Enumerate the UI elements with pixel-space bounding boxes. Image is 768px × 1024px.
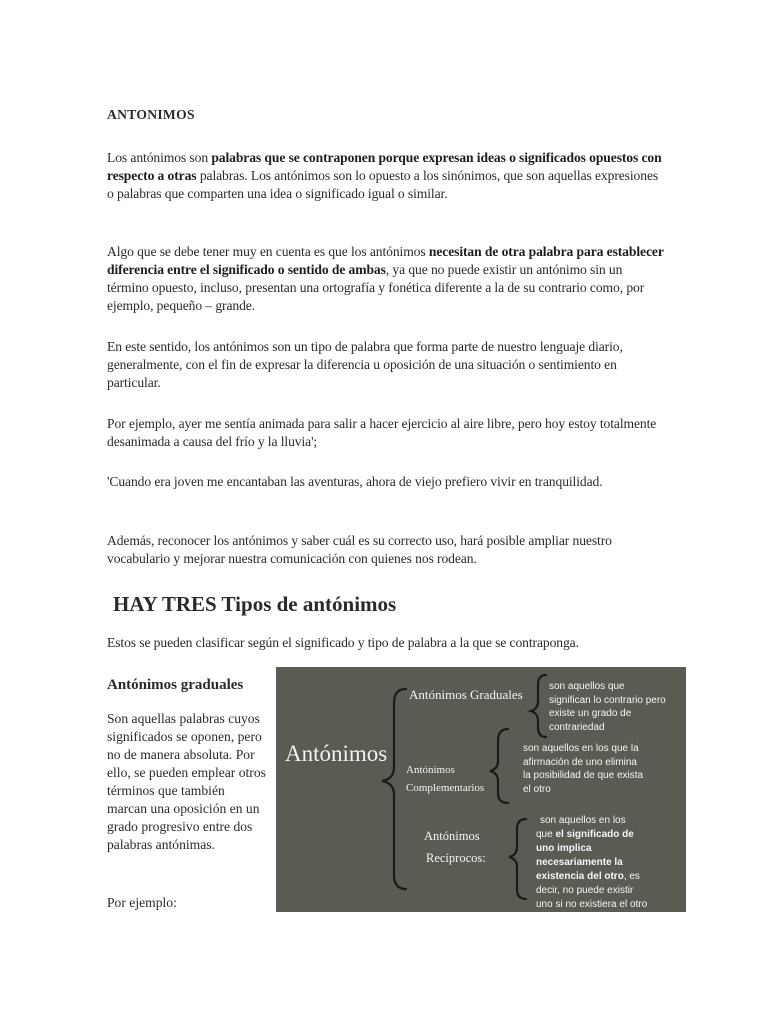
reciprocos-desc	[536, 814, 647, 912]
label-line: Antónimos	[406, 764, 455, 776]
complementarios-brace	[490, 729, 508, 803]
desc-line: decir, no puede existir	[536, 885, 634, 896]
paragraph-definition	[107, 149, 667, 203]
section-intro: Estos se pueden clasificar según el significado y tipo de palabra a la que se contraponga.	[107, 635, 579, 650]
desc-line	[536, 870, 647, 884]
graduales-desc	[549, 680, 666, 734]
reciprocos-brace	[509, 819, 526, 899]
graduales-brace	[531, 675, 546, 737]
label-line: Complementarios	[406, 782, 485, 794]
desc-text: que	[536, 829, 556, 840]
paragraph-bold-text: necesitan de otra palabra para establecer diferencia entre el significado o sentido de ambas	[107, 244, 664, 277]
desc-line: necesariamente la	[536, 857, 623, 868]
desc-line: son aquellos en los	[540, 815, 626, 826]
subheading-graduales: Antónimos graduales	[107, 677, 244, 693]
complementarios-desc	[523, 742, 643, 796]
paragraph-text: Los antónimos son	[107, 150, 212, 165]
desc-line: son aquellos que	[549, 681, 625, 692]
desc-line: existe un grado de	[549, 708, 632, 719]
paragraph-sense: En este sentido, los antónimos son un tipo de palabra que forma parte de nuestro lenguaje diario, generalmente, con el fin de expresar la diferencia u oposición de una situación o sentimiento en particular.	[107, 339, 623, 390]
paragraph-difference	[107, 243, 667, 315]
desc-line: son aquellos en los que la	[523, 743, 639, 754]
paragraph-bold-text: palabras que se contraponen porque expresan ideas o significados opuestos con respecto a otras	[107, 150, 662, 183]
desc-bold-text: existencia del otro	[536, 871, 624, 882]
paragraph-example: Por ejemplo, ayer me sentía animada para salir a hacer ejercicio al aire libre, pero hoy estoy totalmente desanimada a causa del frío y la lluvia';	[107, 416, 657, 449]
paragraph-conclusion: Además, reconocer los antónimos y saber cuál es su correcto uso, hará posible ampliar nuestro vocabulario y mejorar nuestra comunicación con quienes nos rodean.	[107, 533, 612, 566]
antonyms-diagram	[276, 667, 686, 912]
paragraph-text: , ya que no puede existir un antónimo sin un término opuesto, incluso, presentan una ortografía y fonética diferente a la de su contrario como, por ejemplo, pequeño – grande.	[107, 262, 645, 313]
desc-line: afirmación de uno elimina	[523, 756, 637, 768]
desc-line: contrariedad	[549, 721, 605, 733]
desc-line	[536, 828, 647, 842]
desc-line: el otro	[523, 783, 551, 795]
document-title: ANTONIMOS	[107, 107, 195, 122]
complementarios-label	[406, 761, 484, 797]
desc-line: la posibilidad de que exista	[523, 770, 644, 781]
label-line: Recíprocos:	[426, 851, 486, 865]
desc-bold-text: el significado de	[555, 829, 634, 840]
desc-text: , es	[623, 871, 640, 882]
section-heading: HAY TRES Tipos de antónimos	[113, 592, 397, 616]
desc-line: uno si no existiera el otro	[536, 899, 648, 910]
graduales-description: Son aquellas palabras cuyos significados se oponen, pero no de manera absoluta. Por ello, se pueden emplear otros términos que también marcan una oposición en un grado progresivo entre dos palabras antónimas.	[107, 711, 266, 852]
main-brace	[382, 689, 406, 889]
graduales-label: Antónimos Graduales	[409, 687, 523, 702]
reciprocos-label	[424, 825, 486, 869]
diagram-root-label: Antónimos	[285, 741, 388, 766]
paragraph-quote: 'Cuando era joven me encantaban las aventuras, ahora de viejo prefiero vivir en tranquilidad.	[107, 474, 603, 489]
paragraph-text: palabras. Los antónimos son lo opuesto a los sinónimos, que son aquellas expresiones o palabras que comparten una idea o significado igual o similar.	[107, 168, 659, 201]
label-line: Antónimos	[424, 829, 480, 843]
desc-line: uno implica	[536, 843, 592, 854]
example-label: Por ejemplo:	[107, 895, 177, 910]
paragraph-text: Algo que se debe tener muy en cuenta es que los antónimos	[107, 244, 429, 259]
desc-line: significan lo contrario pero	[549, 694, 666, 706]
